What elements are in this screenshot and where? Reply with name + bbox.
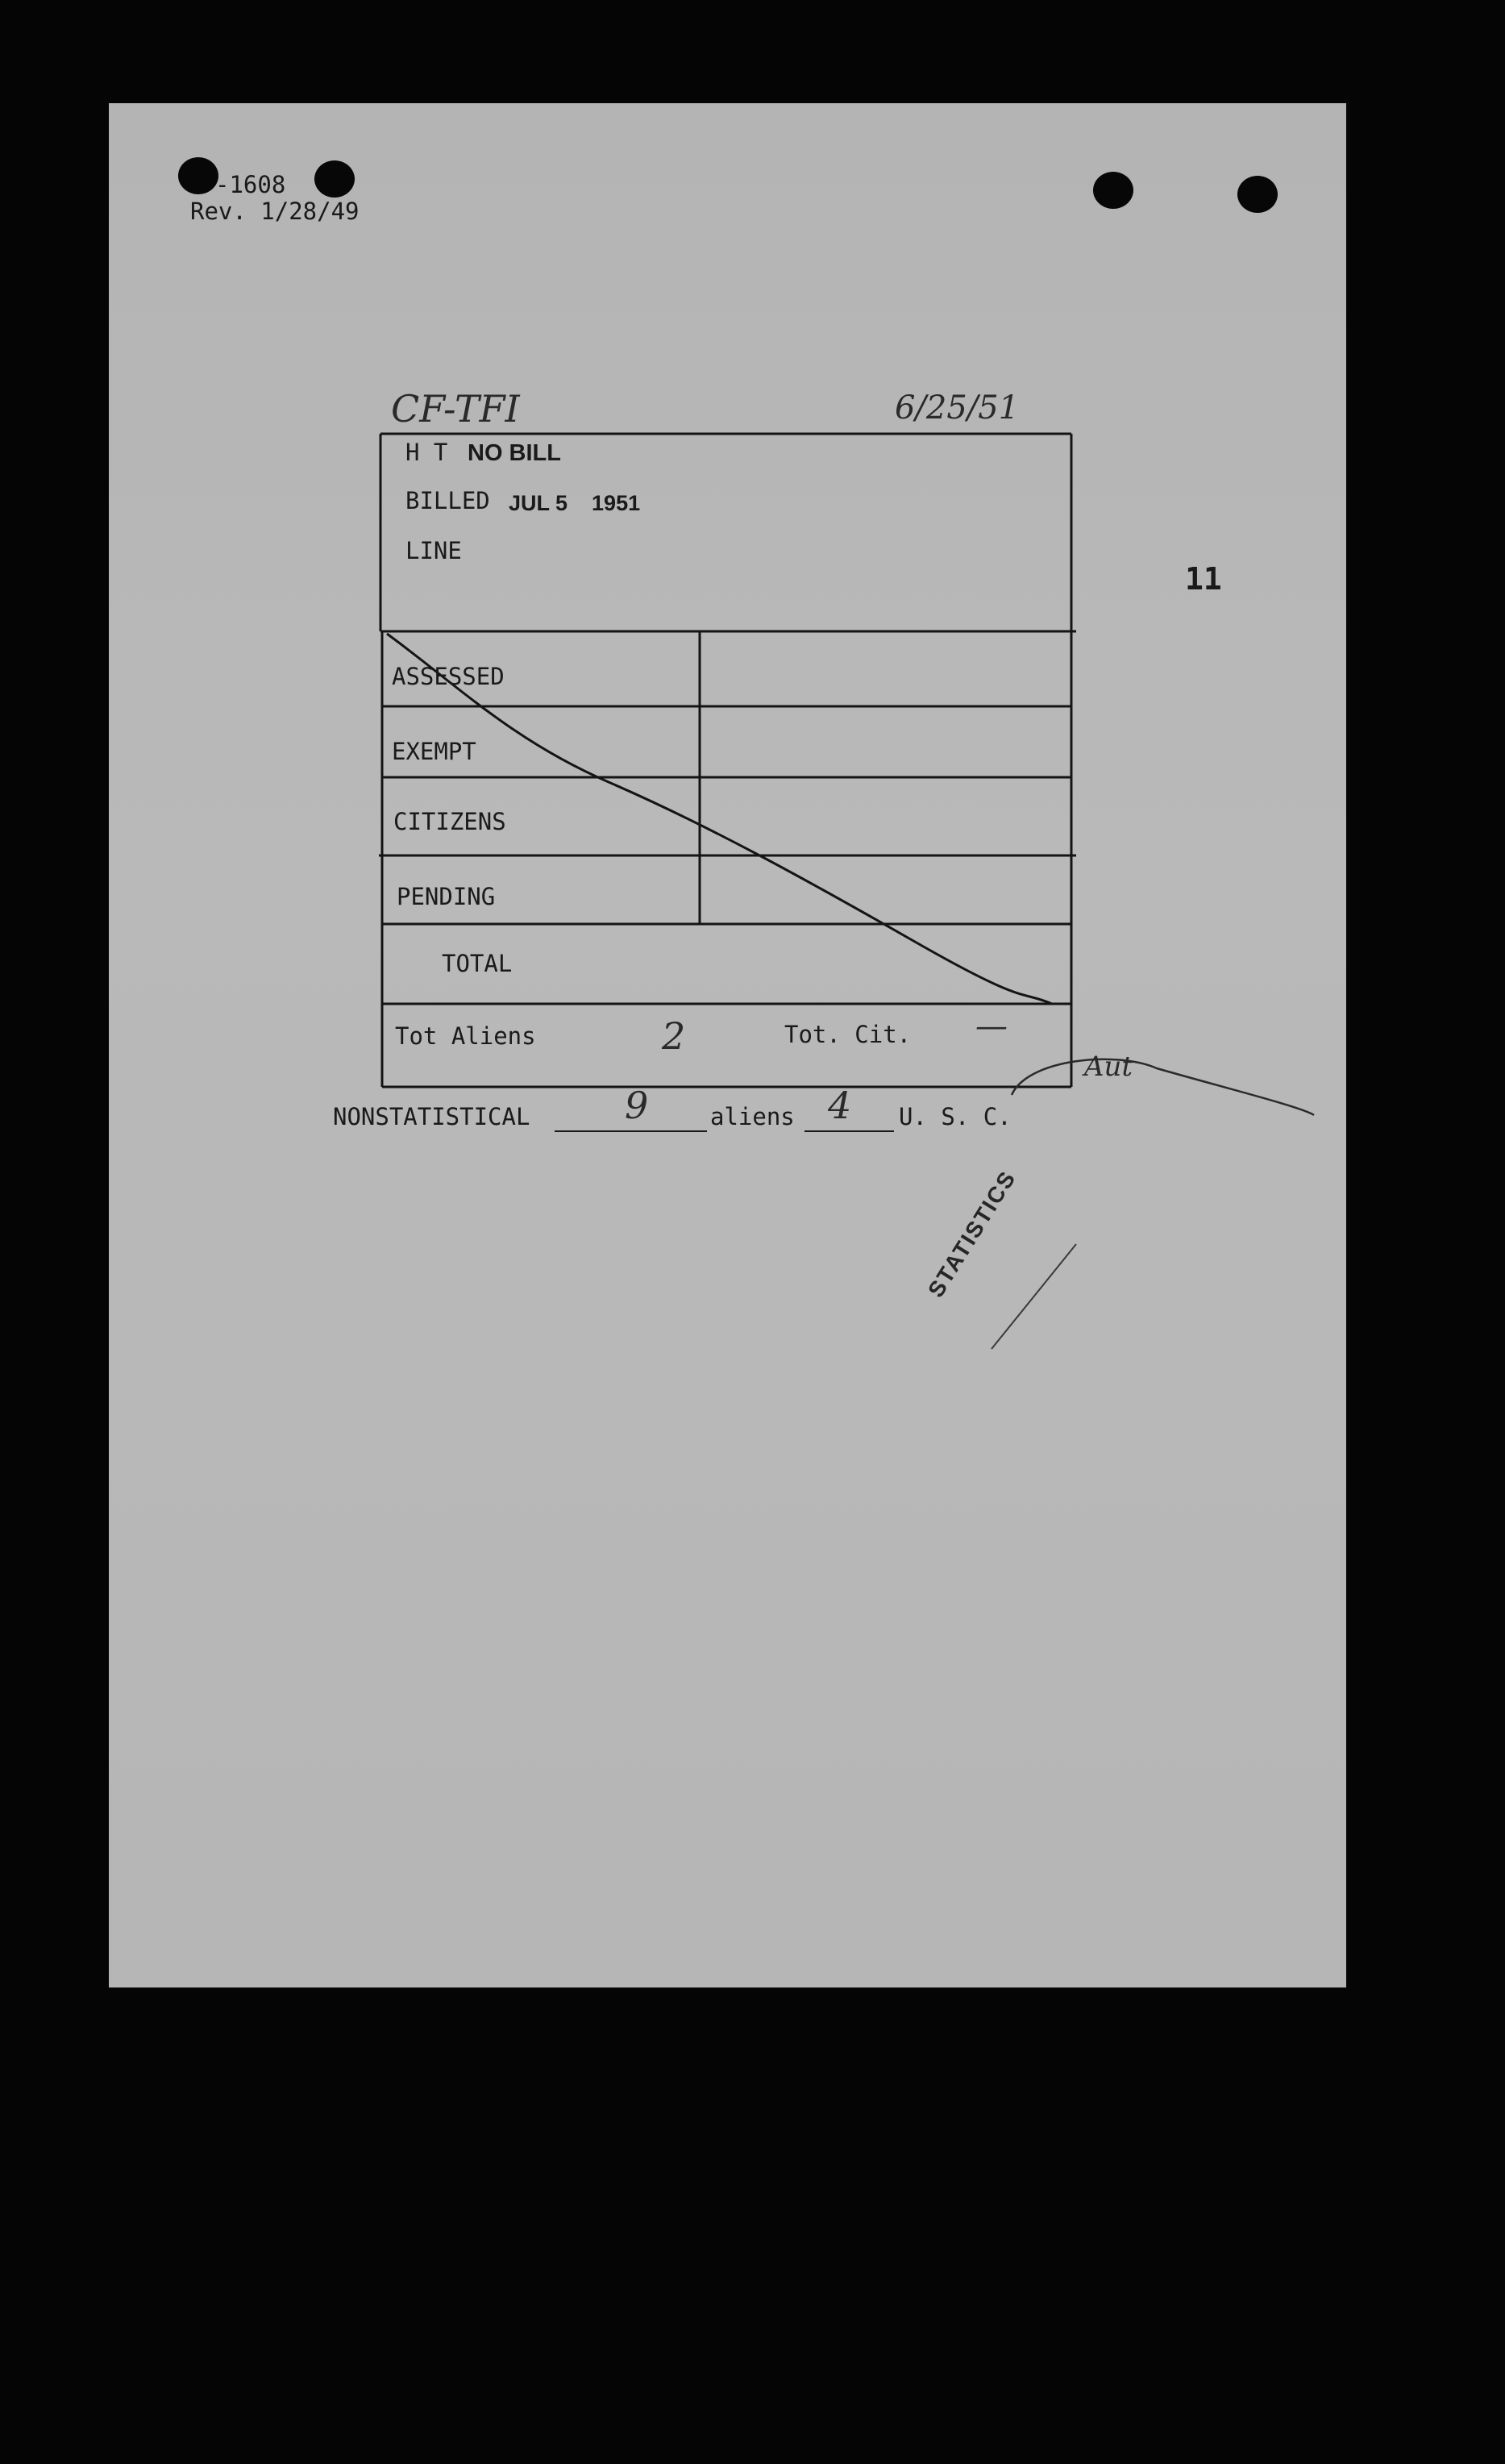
date-handwritten: 6/25/51 (895, 389, 1020, 427)
nonstat-aliens-label: aliens (710, 1103, 795, 1130)
ht-label: H T (405, 439, 448, 466)
tot-aliens-label: Tot Aliens (395, 1022, 536, 1050)
total-label: TOTAL (442, 950, 513, 977)
stamp-border (109, 103, 1346, 1987)
exempt-label: EXEMPT (392, 738, 476, 765)
line-label: LINE (405, 537, 462, 564)
assessed-label: ASSESSED (392, 663, 505, 690)
tot-cit-value: — (975, 1008, 1008, 1045)
initials-handwritten: Aut (1084, 1051, 1133, 1083)
pending-label: PENDING (397, 883, 496, 910)
nonstat-usc-value: 4 (828, 1084, 852, 1127)
billed-date-stamp: JUL 5 1951 (509, 491, 641, 515)
page-number: 11 (1185, 561, 1222, 597)
statistics-stamp: STATISTICS (923, 1166, 1021, 1302)
tot-aliens-value: 2 (662, 1014, 686, 1058)
tot-cit-label: Tot. Cit. (784, 1021, 912, 1048)
no-bill-stamp: NO BILL (468, 440, 561, 466)
form-number: -1608 (215, 171, 286, 198)
file-code-handwritten: CF-TFI (391, 387, 520, 431)
billed-label: BILLED (405, 487, 490, 514)
nonstatistical-label: NONSTATISTICAL (333, 1103, 530, 1130)
document-page (109, 103, 1346, 1987)
nonstat-usc-label: U. S. C. (899, 1103, 1012, 1130)
nonstat-aliens-value: 9 (625, 1084, 649, 1127)
citizens-label: CITIZENS (393, 808, 506, 835)
form-revision: Rev. 1/28/49 (190, 198, 360, 225)
